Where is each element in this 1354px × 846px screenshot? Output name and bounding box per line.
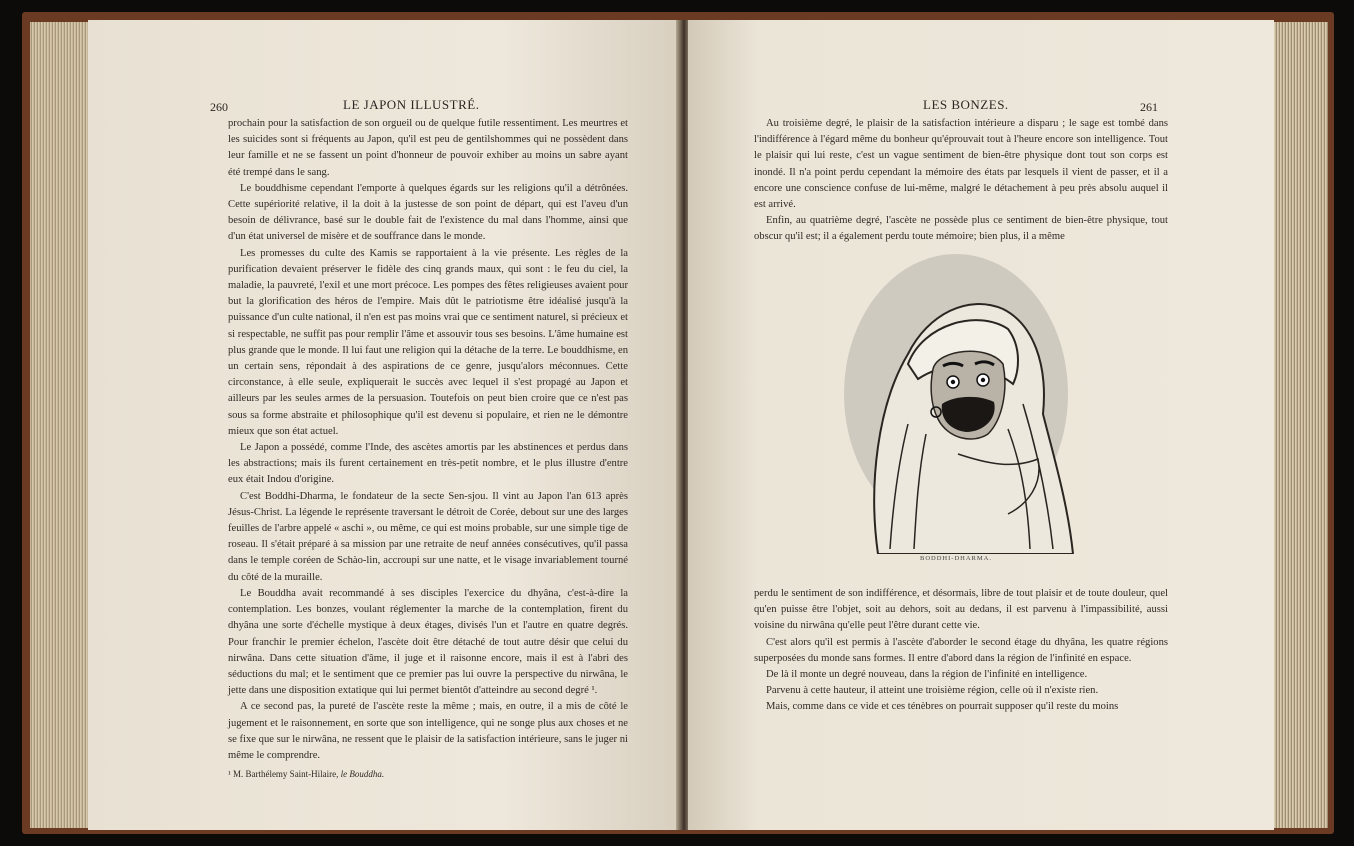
left-paragraph-5: C'est Boddhi-Dharma, le fondateur de la secte Sen-sjou. Il vint au Japon l'an 613 après Jésus-Christ. La légende le représente traversant le détroit de Corée, debout sur une des larges feuilles de l'arbre appelé « aschi », ou même, ce qui est moins probable, sur une simple tige de roseau. Il s'était préparé à sa mission par une retraite de neuf années consécutives, qu'il passa dans le temple coréen de Schào-lin, accroupi sur une natte, et le visage invariablement tourné du côté de la muraille. (228, 490, 628, 583)
right-body-text-top (754, 116, 1168, 246)
illustration-caption: BODDHI-DHARMA. (920, 555, 992, 562)
boddhi-dharma-illustration (838, 254, 1078, 554)
left-paragraph-4: Le Japon a possédé, comme l'Inde, des ascètes amortis par les abstinences et perdus dans les abstractions; mais ils furent certainement en très-petit nombre, et le plus illustre d'entre eux était Indou d'origine. (228, 442, 628, 486)
right-paragraph-2: Enfin, au quatrième degré, l'ascète ne possède plus ce sentiment de bien-être physique, tout obscur qu'il est; il a également perdu toute mémoire; bien plus, il a même (754, 215, 1168, 243)
right-body-text-bottom (754, 586, 1168, 716)
right-paragraph-7: Mais, comme dans ce vide et ces ténèbres on pourrait supposer qu'il reste du moins (766, 701, 1119, 713)
left-paragraph-7: A ce second pas, la pureté de l'ascète reste la même ; mais, en outre, il a mis de côté le jugement et le raisonnement, en sorte que son intelligence, qui ne songe plus aux choses et ne se fixe que sur le nirwâna, ne ressent que le plaisir de la satisfaction intérieure, sans le juger ni même le comprendre. (228, 701, 628, 761)
left-pupil (951, 380, 955, 384)
left-page-edges (30, 22, 90, 828)
right-running-head: LES BONZES. (923, 97, 1009, 112)
left-body-text (228, 116, 628, 780)
left-paragraph-2: Le bouddhisme cependant l'emporte à quelques égards sur les religions qu'il a détrônées. Cette supériorité relative, il la doit à la justesse de son point de départ, qui est l'aveu d'un besoin de délivrance, basé sur le double fait de l'existence du mal dans l'homme, ainsi que d'un état universel de misère et de souffrance dans le monde. (228, 182, 628, 243)
footnote-title: le Bouddha. (340, 769, 385, 780)
footnote (228, 768, 628, 780)
left-page (88, 20, 680, 830)
right-paragraph-3: perdu le sentiment de son indifférence, et désormais, libre de tout plaisir et de toute douleur, quel qu'en puisse être l'objet, soit au dehors, soit au dedans, il est parvenu à l'impassibilité, aussi voisine du nirwâna qu'elle peut l'être durant cette vie. (754, 588, 1168, 632)
right-page (688, 20, 1274, 830)
right-page-edges (1272, 22, 1328, 828)
left-paragraph-1: prochain pour la satisfaction de son orgueil ou de quelque futile ressentiment. Les meurtres et les suicides sont si fréquents au Japon, qu'il est peu de gentilshommes qui ne possèdent dans leur famille et ne se fassent un point d'honneur de pouvoir exhiber au moins un sabre ayant été trempé dans le sang. (228, 118, 628, 178)
right-paragraph-1: Au troisième degré, le plaisir de la satisfaction intérieure a disparu ; le sage est tombé dans l'indifférence à l'égard même du bonheur qu'éprouvait tout à l'heure encore son intelligence. Tout le plaisir qui lui reste, c'est un vague sentiment de bien-être physique dont tout son corps est inondé. Il n'a point perdu cependant la mémoire des états par lesquels il vient de passer, et il a encore une conscience confuse de lui-même, malgré le détachement à peu près absolu auquel il est arrivé. (754, 118, 1168, 211)
right-paragraph-6: Parvenu à cette hauteur, il atteint une troisième région, celle où il n'existe rien. (766, 685, 1099, 697)
right-pupil (981, 378, 985, 382)
right-paragraph-5: De là il monte un degré nouveau, dans la région de l'infinité en intelligence. (766, 669, 1088, 681)
left-running-head: LE JAPON ILLUSTRÉ. (343, 97, 480, 112)
left-paragraph-6: Le Bouddha avait recommandé à ses disciples l'exercice du dhyâna, c'est-à-dire la contemplation. Les bonzes, voulant réglementer la marche de la contemplation, firent du dhyâna une sorte d'échelle mystique à deux étages, divisés l'un et l'autre en quatre degrés. Pour franchir le premier échelon, l'ascète doit être détaché de tout autre désir que celui du nirwâna. Dans cette situation d'âme, il juge et il raisonne encore, mais il est à l'abri des séductions du mal; et le sentiment que ce premier pas lui ouvre la perspective du nirwâna, le jette dans une disposition extatique qui lui permet bientôt d'atteindre au second degré ¹. (228, 587, 628, 697)
footnote-author: ¹ M. Barthélemy Saint-Hilaire, (228, 769, 339, 780)
right-paragraph-4: C'est alors qu'il est permis à l'ascète d'aborder le second étage du dhyâna, les quatre régions superposées du monde sans formes. Il entre d'abord dans la région de l'infinité en espace. (754, 636, 1168, 664)
right-page-number: 261 (1140, 100, 1158, 114)
left-paragraph-3: Les promesses du culte des Kamis se rapportaient à la vie présente. Les règles de la purification devaient préserver le fidèle des cinq grands maux, qui sont : le feu du ciel, la maladie, la pauvreté, l'exil et une mort précoce. Les pompes des fêtes religieuses avaient pour but la glorification des héros de l'empire. Mais dût le patriotisme être idéalisé jusqu'à la puissance d'un culte national, il n'en est pas moins vrai que ce sentiment naturel, si précieux et si respectable, ne suffit pas pour remplir l'âme et assouvir tous ses besoins. L'âme humaine est plus grande que le monde. Il lui faut une religion qui la détache de la terre. Le bouddhisme, en un certain sens, répondait à des aspirations de ce genre, jusqu'alors méconnues. Cette circonstance, à elle seule, expliquerait le succès avec lequel il s'est propagé au Japon et ailleurs par les seules armes de la persuasion. Toutefois on peut bien croire que ce n'est pas sous sa forme abstraite et philosophique qu'il est devenu si populaire, et rien ne le démontre mieux que son état actuel. (228, 247, 628, 437)
left-page-number: 260 (210, 100, 228, 114)
